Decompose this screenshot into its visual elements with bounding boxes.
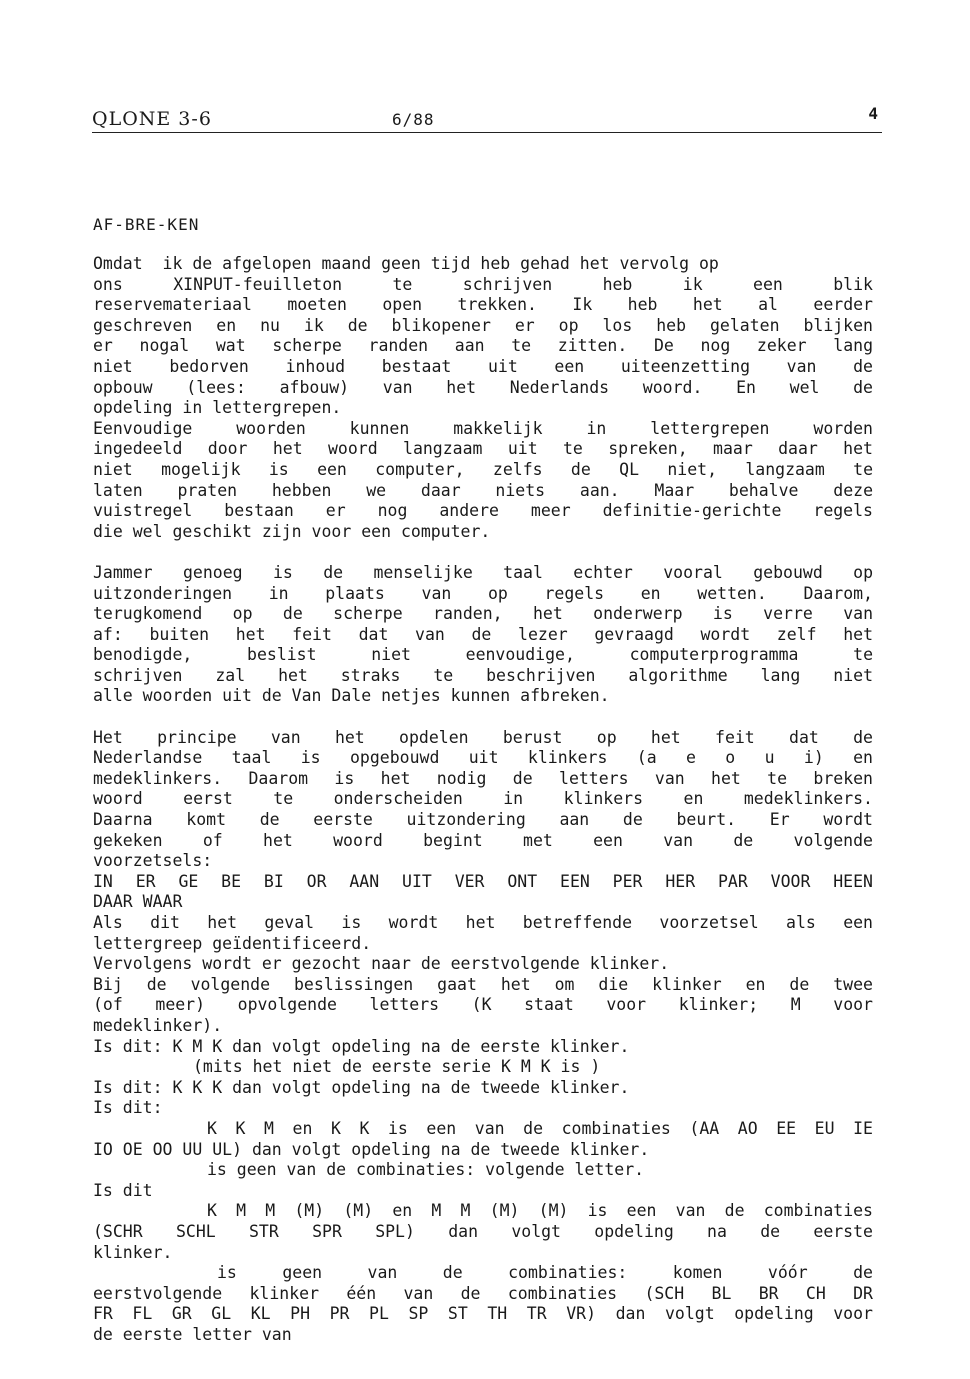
- text-line: reservemateriaal moeten open trekken. Ik heb het al eerder: [93, 295, 873, 315]
- text-line: gekeken of het woord begint met een van de volgende: [93, 830, 873, 850]
- page-number: 4: [868, 104, 878, 123]
- text-line: Bij de volgende beslissingen gaat het om die klinker en de twee: [93, 974, 873, 994]
- text-line: af: buiten het feit dat van de lezer gevraagd wordt zelf het: [93, 624, 873, 644]
- text-line: K M M (M) (M) en M M (M) (M) is een van de combinaties: [207, 1201, 873, 1221]
- text-line: Vervolgens wordt er gezocht naar de eerstvolgende klinker.: [93, 954, 670, 974]
- text-line: (of meer) opvolgende letters (K staat voor klinker; M voor: [93, 995, 873, 1015]
- text-line: Het principe van het opdelen berust op het feit dat de: [93, 727, 873, 747]
- text-line: Nederlandse taal is opgebouwd uit klinkers (a e o u i) en: [93, 748, 873, 768]
- paragraph-gap: [93, 707, 873, 728]
- text-line: de eerste letter van: [93, 1324, 292, 1344]
- text-line: terugkomend op de scherpe randen, het onderwerp is verre van: [93, 604, 873, 624]
- text-line: medeklinkers. Daarom is het nodig de letters van het te breken: [93, 768, 873, 788]
- text-line: eerstvolgende klinker één van de combinaties (SCH BL BR CH DR: [93, 1283, 873, 1303]
- text-line: die wel geschikt zijn voor een computer.: [93, 521, 491, 541]
- text-line: Daarna komt de eerste uitzondering aan de beurt. Er wordt: [93, 810, 873, 830]
- article-title: AF-BRE-KEN: [93, 215, 200, 234]
- text-line: er nogal wat scherpe randen aan te zitten. De nog zeker lang: [93, 336, 873, 356]
- text-line: opbouw (lees: afbouw) van het Nederlands woord. En wel de: [93, 377, 873, 397]
- text-line: opdeling in lettergrepen.: [93, 398, 342, 418]
- text-line: IN ER GE BE BI OR AAN UIT VER ONT EEN PER HER PAR VOOR HEEN: [93, 871, 873, 891]
- text-line: FR FL GR GL KL PH PR PL SP ST TH TR VR) dan volgt opdeling voor: [93, 1304, 873, 1324]
- text-line: Als dit het geval is wordt het betreffende voorzetsel als een: [93, 913, 873, 932]
- text-line: lettergreep geïdentificeerd.: [93, 933, 372, 953]
- text-line: Eenvoudige woorden kunnen makkelijk in lettergrepen worden: [93, 418, 873, 438]
- text-line: schrijven zal het straks te beschrijven algorithme lang niet: [93, 665, 873, 685]
- text-line: laten praten hebben we daar niets aan. Maar behalve deze: [93, 480, 873, 500]
- text-line: (SCHR SCHL STR SPR SPL) dan volgt opdeling na de eerste: [93, 1221, 873, 1241]
- page-header: [92, 104, 882, 133]
- text-line: DAAR WAAR: [93, 892, 183, 912]
- text-line: alle woorden uit de Van Dale netjes kunnen afbreken.: [93, 686, 610, 706]
- text-line: voorzetsels:: [93, 851, 213, 871]
- text-line: Is dit: [93, 1180, 153, 1200]
- text-line: Omdat ik de afgelopen maand geen tijd heb gehad het vervolg op: [93, 254, 719, 273]
- paragraph-gap: [93, 542, 873, 563]
- text-line: klinker.: [93, 1242, 173, 1262]
- article-body: [93, 254, 873, 1345]
- text-line: (mits het niet de eerste serie K M K is ): [193, 1057, 601, 1077]
- text-line: niet bedorven inhoud bestaat uit een uiteenzetting van de: [93, 356, 873, 376]
- text-line: vuistregel bestaan er nog andere meer definitie-gerichte regels: [93, 501, 873, 521]
- text-line: is geen van de combinaties: komen vóór de: [217, 1263, 873, 1283]
- text-line: medeklinker).: [93, 1015, 223, 1035]
- text-line: ingedeeld door het woord langzaam uit te spreken, maar daar het: [93, 439, 873, 459]
- text-line: Is dit:: [93, 1098, 163, 1118]
- text-line: IO OE OO UU UL) dan volgt opdeling na de tweede klinker.: [93, 1139, 650, 1159]
- issue-date: 6/88: [392, 110, 435, 129]
- text-line: benodigde, beslist niet eenvoudige, computerprogramma te: [93, 645, 873, 665]
- text-line: ons XINPUT-feuilleton te schrijven heb ik een blik: [93, 274, 873, 294]
- text-line: is geen van de combinaties: volgende letter.: [207, 1160, 645, 1180]
- text-line: niet mogelijk is een computer, zelfs de QL niet, langzaam te: [93, 459, 873, 479]
- text-line: uitzonderingen in plaats van op regels en wetten. Daarom,: [93, 583, 873, 603]
- text-line: K K M en K K is een van de combinaties (AA AO EE EU IE: [207, 1118, 873, 1138]
- text-line: geschreven en nu ik de blikopener er op los heb gelaten blijken: [93, 315, 873, 335]
- text-line: Is dit: K K K dan volgt opdeling na de tweede klinker.: [93, 1077, 630, 1097]
- text-line: woord eerst te onderscheiden in klinkers en medeklinkers.: [93, 789, 873, 809]
- text-line: Jammer genoeg is de menselijke taal echter vooral gebouwd op: [93, 562, 873, 582]
- text-line: Is dit: K M K dan volgt opdeling na de eerste klinker.: [93, 1036, 630, 1056]
- magazine-name: QLONE 3-6: [92, 108, 212, 130]
